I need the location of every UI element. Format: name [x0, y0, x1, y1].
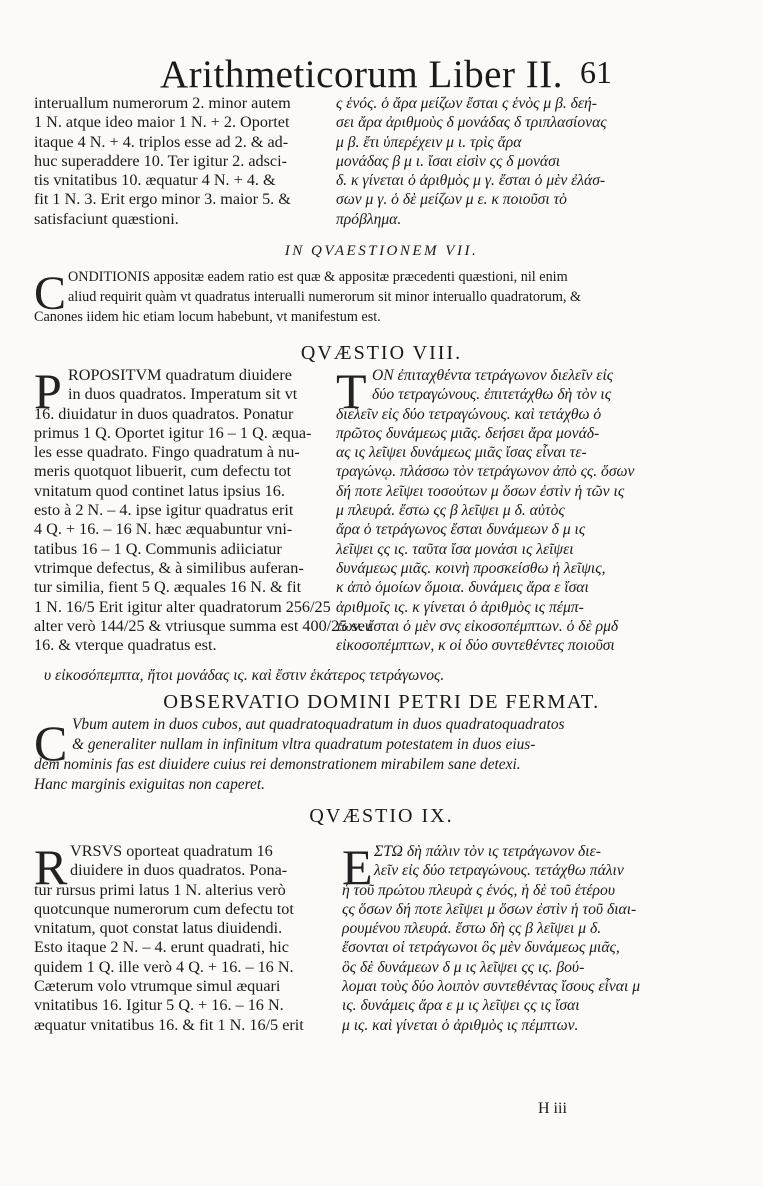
- text-line: ρουμένου πλευρά. ἔστω δὴ ςς β λεῖψει μ δ.: [342, 920, 602, 938]
- text-line: σων μ γ. ὁ δὲ μείζων μ ε. κ ποιοῦσι τὸ: [336, 191, 567, 209]
- text-line: alter verò 144/25 & vtriusque summa est 400/25 seu: [34, 616, 373, 635]
- text-line: 16. diuidatur in duos quadratos. Ponatur: [34, 404, 294, 423]
- text-line: ὃς δὲ δυνάμεων δ μ ις λεῖψει ςς ις. βού-: [342, 958, 585, 976]
- q8-latin-column: [34, 363, 373, 666]
- heading-in-quaestionem-vii: IN QVAESTIONEM VII.: [284, 243, 479, 259]
- heading-observatio-fermat: OBSERVATIO DOMINI PETRI DE FERMAT.: [163, 691, 600, 713]
- drop-cap: C: [34, 715, 68, 771]
- text-line: itaque 4 N. + 4. triplos esse ad 2. & ad-: [34, 132, 289, 151]
- text-line: μονάδας β μ ι. ἴσαι εἰσὶν ςς δ μονάσι: [336, 152, 561, 170]
- drop-cap: E: [342, 839, 373, 895]
- q9-greek-column: [342, 839, 642, 1042]
- text-line: VRSVS oporteat quadratum 16: [70, 842, 273, 860]
- heading-quaestio-ix: QVÆSTIO IX.: [309, 805, 454, 827]
- text-line: ἀριθμοῖς ις. κ γίνεται ὁ ἀριθμὸς ις πέμπ-: [336, 598, 584, 616]
- text-line: tis vnitatibus 10. æquatur 4 N. + 4. &: [34, 171, 276, 190]
- note-line: Hanc marginis exiguitas non caperet.: [34, 776, 265, 793]
- text-line: ςς ὅσων δή ποτε λεῖψει μ ὅσων ἐστὶν ἡ τοῦ διαι-: [342, 900, 637, 918]
- text-line: quotcunque numerorum cum defectu tot: [34, 899, 294, 918]
- text-line: vtrimque defectus, & à similibus auferan-: [34, 558, 304, 577]
- drop-cap: R: [34, 839, 68, 895]
- drop-cap: P: [34, 363, 62, 419]
- q8-greek-column: [336, 363, 640, 666]
- text-line: των. ἔσται ὁ μὲν σνς εἰκοσοπέμπτων. ὁ δὲ ρμδ: [336, 617, 619, 635]
- text-line: esto à 2 N. – 4. ipse igitur quadratus erit: [34, 501, 294, 520]
- q8-greek-continuation: υ εἰκοσόπεμπτα, ἤτοι μονάδας ις. καὶ ἔστιν ἑκάτερος τετράγωνος.: [44, 667, 445, 684]
- text-line: æquatur vnitatibus 16. & fit 1 N. 16/5 erit: [34, 1015, 304, 1034]
- text-line: δή ποτε λεῖψει τοσούτων μ ὅσων ἐστὶν ἡ τῶν ις: [336, 482, 625, 500]
- text-line: δύο τετραγώνους. ἐπιτετάχθω δὴ τὸν ις: [372, 386, 612, 404]
- commentary-line: ONDITIONIS appositæ eadem ratio est quæ & appositæ præcedenti quæstioni, nil enim: [68, 269, 568, 285]
- note-line: & generaliter nullam in infinitum vltra quadratum potestatem in duos eius-: [72, 736, 536, 753]
- text-line: λεῖψει ςς ις. ταῦτα ἴσα μονάσι ις λεῖψει: [336, 540, 574, 558]
- text-line: quidem 1 Q. ille verò 4 Q. + 16. – 16 N.: [34, 957, 294, 976]
- text-line: λεῖν εἰς δύο τετραγώνους. τετάχθω πάλιν: [374, 862, 624, 880]
- text-line: vnitatum, quot constat latus diuidendi.: [34, 919, 283, 938]
- text-line: tur similia, fient 5 Q. æquales 16 N. & fit: [34, 578, 302, 597]
- text-line: μ πλευρά. ἔστω ςς β λεῖψει μ δ. αὐτὸς: [336, 502, 565, 520]
- drop-cap: C: [34, 267, 67, 320]
- text-line: πρόβλημα.: [336, 210, 402, 228]
- text-line: πρῶτος δυνάμεως μιᾶς. δεήσει ἄρα μονάδ-: [336, 424, 600, 442]
- text-line: ις. δυνάμεις ἄρα ε μ ις λεῖψει ςς ις ἴσαι: [342, 997, 580, 1015]
- text-line: les esse quadrato. Fingo quadratum à nu-: [34, 443, 300, 462]
- signature-mark: H iii: [538, 1100, 567, 1117]
- text-line: ς ἑνός. ὁ ἄρα μείζων ἔσται ς ἑνὸς μ β. δεή-: [336, 95, 597, 112]
- text-line: ας ις λεῖψει δυνάμεως μιᾶς ἴσας εἶναι τε-: [336, 444, 587, 462]
- text-line: ROPOSITVM quadratum diuidere: [68, 366, 292, 384]
- text-line: 4 Q. + 16. – 16 N. hæc æquabuntur vni-: [34, 520, 293, 539]
- text-line: 1 N. atque ideo maior 1 N. + 2. Oportet: [34, 113, 290, 132]
- heading-quaestio-viii: QVÆSTIO VIII.: [300, 342, 463, 364]
- text-line: Esto itaque 2 N. – 4. erunt quadrati, hic: [34, 938, 289, 957]
- text-line: εἰκοσοπέμπτων, κ οἱ δύο συντεθέντες ποιοῦσι: [336, 637, 615, 655]
- page-number: 61: [580, 54, 612, 90]
- text-line: satisfaciunt quæstioni.: [34, 209, 179, 228]
- text-line: vnitatum quod continet latus ipsius 16.: [34, 481, 285, 500]
- text-line: ἔσονται οἱ τετράγωνοι ὃς μὲν δυνάμεως μιᾶς,: [342, 939, 620, 957]
- text-line: 16. & vterque quadratus est.: [34, 636, 217, 655]
- text-line: meris quotquot libuerit, cum defectu tot: [34, 462, 292, 481]
- text-line: διελεῖν εἰς δύο τετραγώνους. καὶ τετάχθω ὁ: [336, 405, 602, 423]
- text-line: vnitatibus 16. Igitur 5 Q. + 16. – 16 N.: [34, 996, 284, 1015]
- text-line: huc superaddere 10. Ter igitur 2. adsci-: [34, 151, 287, 170]
- drop-cap: T: [336, 363, 367, 419]
- note-line: Vbum autem in duos cubos, aut quadratoquadratum in duos quadratoquadratos: [72, 716, 565, 733]
- text-line: μ ις. καὶ γίνεται ὁ ἀριθμὸς ις πέμπτων.: [342, 1016, 579, 1034]
- text-line: diuidere in duos quadratos. Pona-: [70, 861, 288, 880]
- top-latin-column: [34, 94, 324, 229]
- commentary-paragraph: [34, 268, 734, 332]
- text-line: κ ἀπὸ ὁμοίων ὅμοια. δυνάμεις ἄρα ε ἴσαι: [336, 579, 589, 597]
- text-line: tur rursus primi latus 1 N. alterius verò: [34, 880, 286, 899]
- text-line: 1 N. 16/5 Erit igitur alter quadratorum 256/25: [34, 597, 331, 616]
- text-line: σει ἄρα ἀριθμοὺς δ μονάδας δ τριπλασίονας: [336, 114, 607, 132]
- commentary-line: aliud requirit quàm vt quadratus interualli numerorum sit minor interuallo quadratorum, &: [68, 289, 581, 305]
- text-line: fit 1 N. 3. Erit ergo minor 3. maior 5. &: [34, 190, 291, 209]
- note-line: dem nominis fas est diuidere cuius rei demonstrationem mirabilem sane detexi.: [34, 756, 521, 773]
- text-line: tatibus 16 – 1 Q. Communis adiiciatur: [34, 539, 282, 558]
- text-line: ΣΤΩ δὴ πάλιν τὸν ις τετράγωνον διε-: [374, 843, 601, 860]
- text-line: in duos quadratos. Imperatum sit vt: [68, 385, 298, 404]
- fermat-note: [34, 716, 734, 800]
- text-line: δ. κ γίνεται ὁ ἀριθμὸς μ γ. ἔσται ὁ μὲν ἐλάσ-: [336, 172, 606, 190]
- text-line: ἡ τοῦ πρώτου πλευρὰ ς ἑνός, ἡ δὲ τοῦ ἑτέρου: [342, 881, 615, 899]
- text-line: primus 1 Q. Oportet igitur 16 – 1 Q. æqua-: [34, 423, 312, 442]
- page-title: Arithmeticorum Liber II.: [160, 53, 563, 96]
- top-greek-column: [336, 94, 636, 229]
- q9-latin-column: [34, 839, 330, 1042]
- text-line: δυνάμεως μιᾶς. κοινὴ προσκείσθω ἡ λεῖψις,: [336, 559, 606, 577]
- text-line: interuallum numerorum 2. minor autem: [34, 94, 291, 112]
- text-line: λομαι τοὺς δύο λοιπὸν συντεθέντας ἴσους εἶναι μ: [342, 978, 641, 996]
- text-line: μ β. ἔτι ὑπερέχειν μ ι. τρὶς ἄρα: [336, 133, 522, 151]
- text-line: τραγώνῳ. πλάσσω τὸν τετράγωνον ἀπὸ ςς. ὅσων: [336, 463, 635, 481]
- text-line: Cæterum volo vtrumque simul æquari: [34, 977, 281, 996]
- text-line: ἄρα ὁ τετράγωνος ἔσται δυνάμεων δ μ ις: [336, 521, 586, 539]
- commentary-line: Canones iidem hic etiam locum habebunt, vt manifestum est.: [34, 309, 381, 325]
- text-line: ΟΝ ἐπιταχθέντα τετράγωνον διελεῖν εἰς: [372, 367, 614, 384]
